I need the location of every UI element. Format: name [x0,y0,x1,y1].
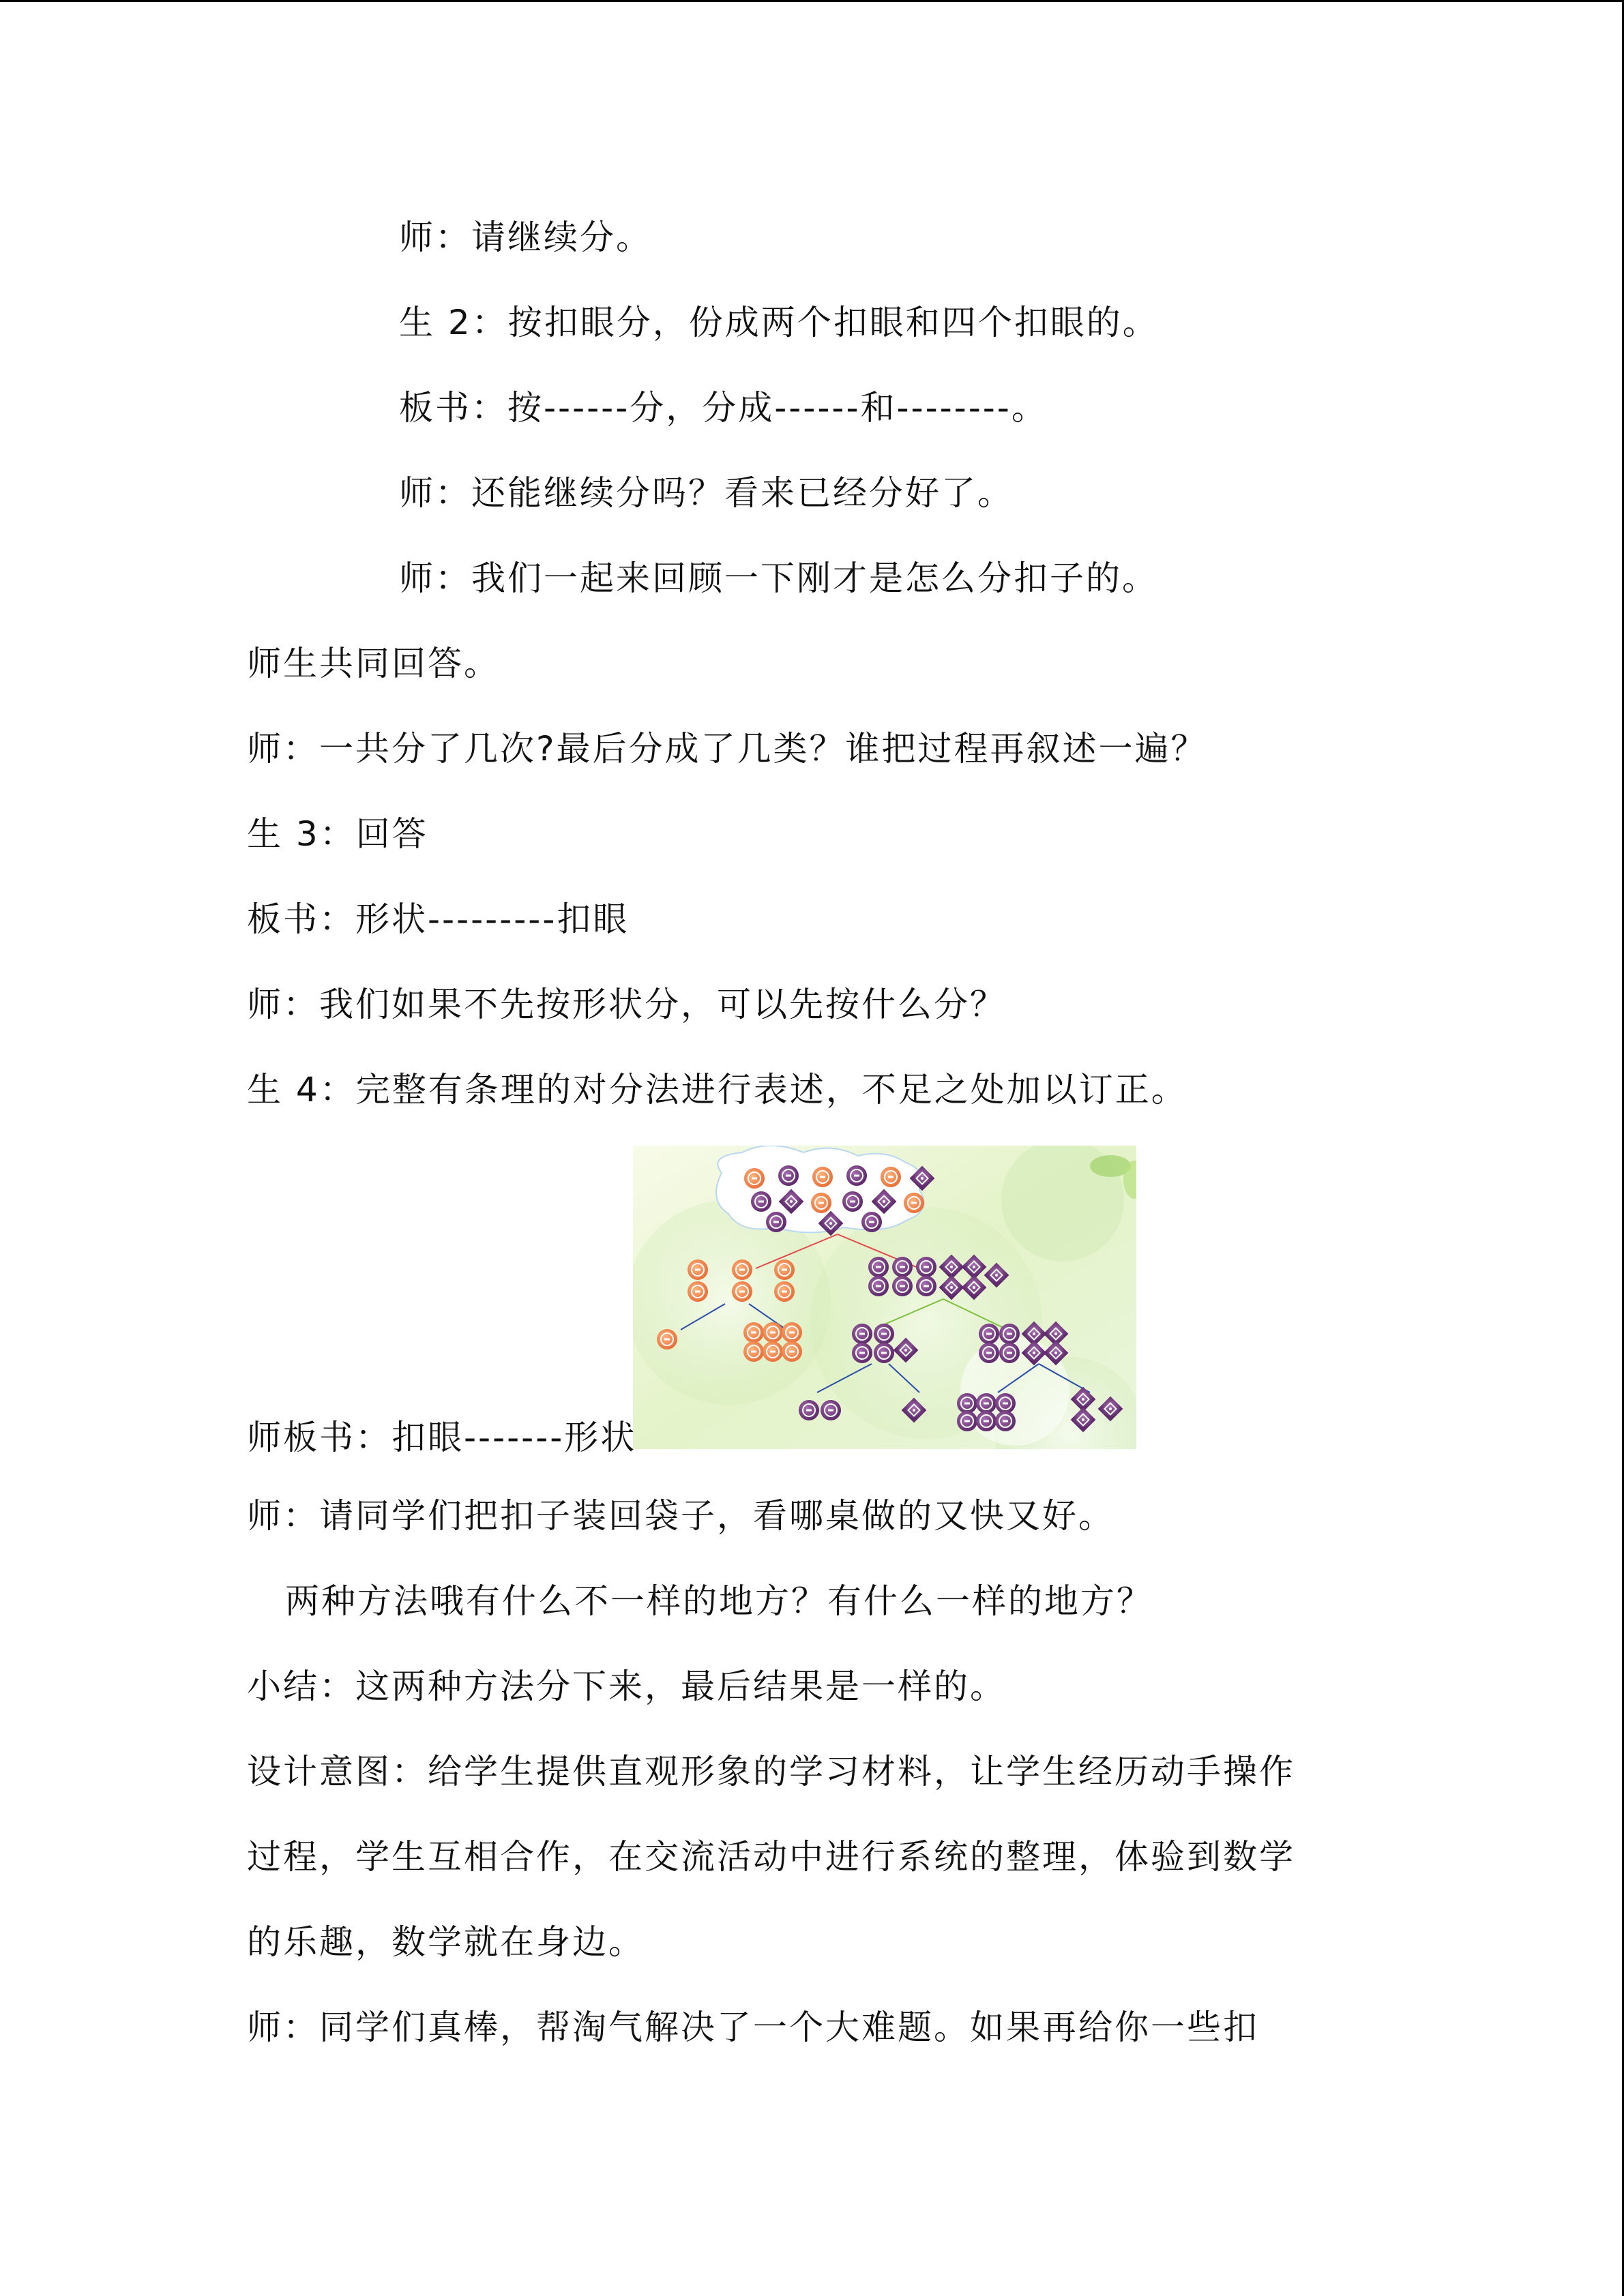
text-line-13: 师：请同学们把扣子装回袋子，看哪桌做的又快又好。 [247,1496,1114,1536]
text-line-9: 板书：形状---------扣眼 [247,899,630,939]
button-sorting-tree-figure [633,1146,1136,1449]
text-line-6: 师生共同回答。 [247,644,500,683]
button-tree-illustration [633,1146,1136,1449]
text-line-4: 师：还能继续分吗？看来已经分好了。 [399,473,1014,513]
text-line-16: 设计意图：给学生提供直观形象的学习材料，让学生经历动手操作 [247,1752,1295,1791]
text-line-8: 生 3：回答 [247,814,428,854]
text-line-10: 师：我们如果不先按形状分，可以先按什么分？ [247,985,1006,1024]
text-line-19: 师：同学们真棒，帮淘气解决了一个大难题。如果再给你一些扣 [247,2008,1259,2047]
text-line-11: 生 4：完整有条理的对分法进行表述，不足之处加以订正。 [247,1070,1187,1109]
text-line-14: 两种方法哦有什么不一样的地方？有什么一样的地方？ [285,1581,1153,1621]
text-line-7: 师：一共分了几次?最后分成了几类？谁把过程再叙述一遍？ [247,729,1207,769]
text-line-2: 生 2：按扣眼分，份成两个扣眼和四个扣眼的。 [399,303,1159,342]
text-line-5: 师：我们一起来回顾一下刚才是怎么分扣子的。 [399,558,1158,598]
text-line-3: 板书：按------分，分成------和--------。 [399,388,1048,428]
page-top-border [0,0,1624,2]
text-line-17: 过程，学生互相合作，在交流活动中进行系统的整理，体验到数学 [247,1837,1295,1877]
text-line-18: 的乐趣，数学就在身边。 [247,1922,645,1962]
text-line-12: 师板书：扣眼-------形状 [247,1418,637,1457]
text-line-1: 师：请继续分。 [399,218,652,257]
text-line-15: 小结：这两种方法分下来，最后结果是一样的。 [247,1667,1006,1706]
